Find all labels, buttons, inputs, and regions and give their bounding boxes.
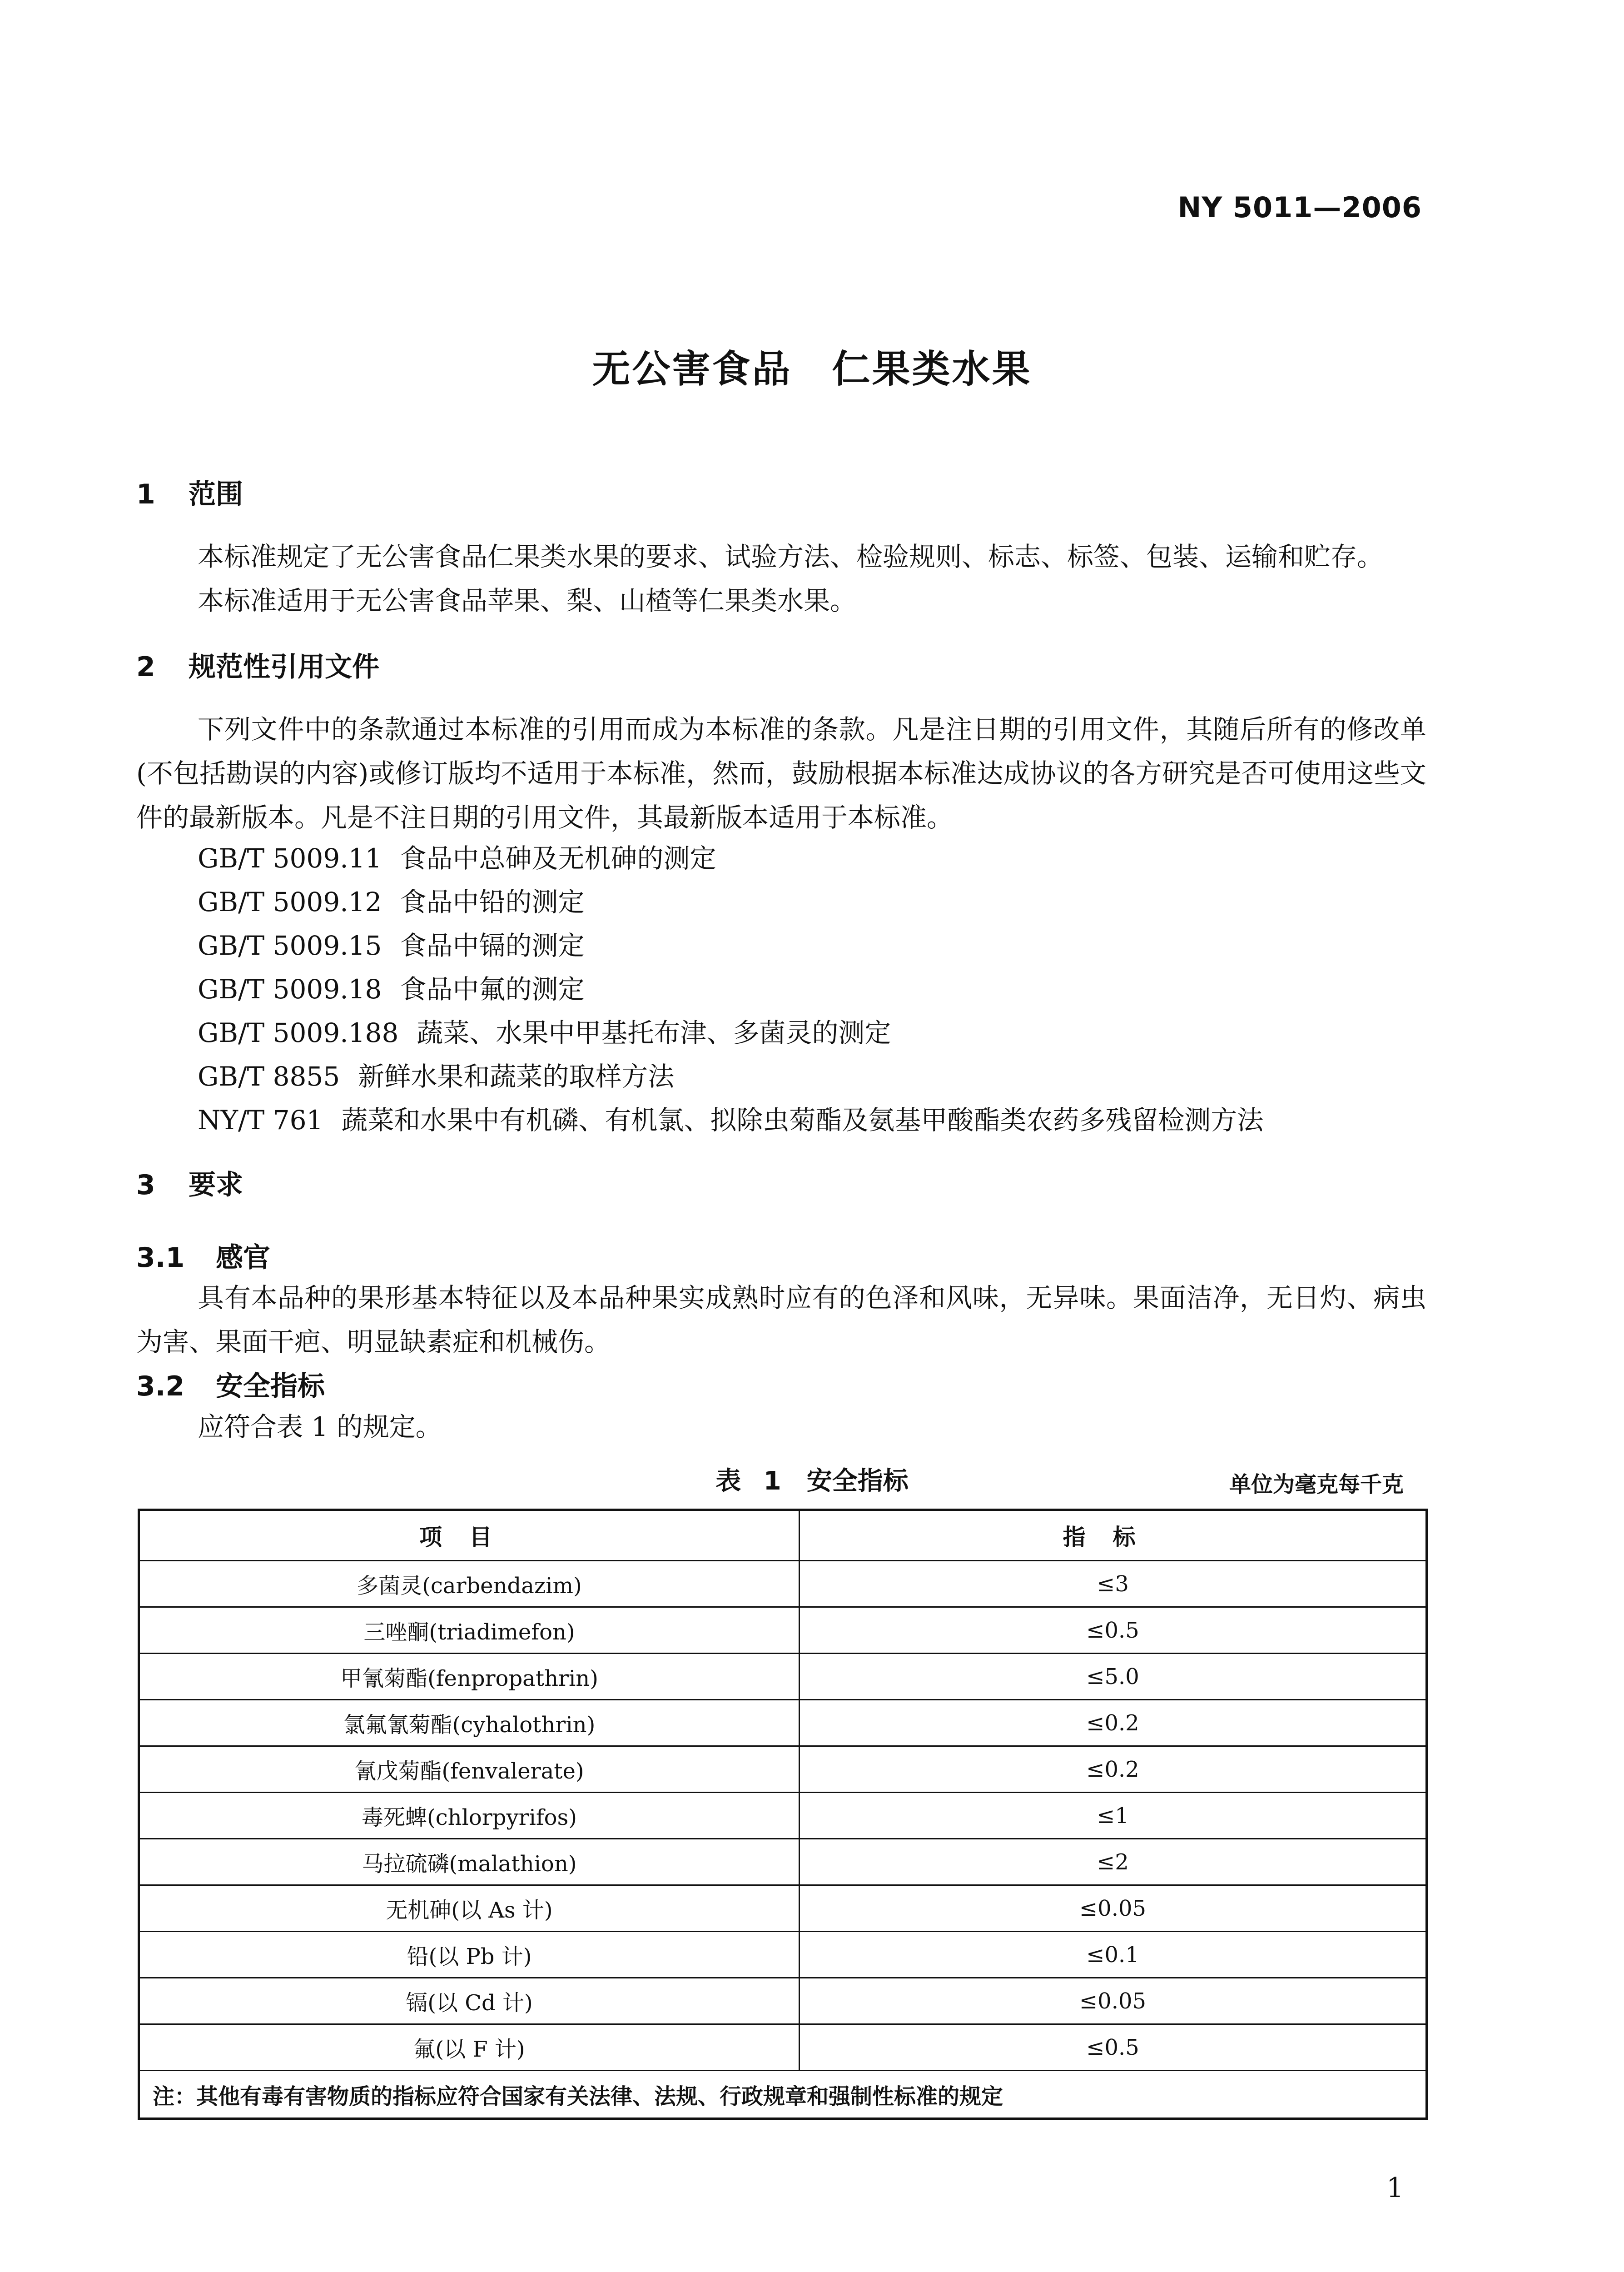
table-cell-value: ≤2 xyxy=(800,1839,1427,1885)
table-note: 注：其他有毒有害物质的指标应符合国家有关法律、法规、行政规章和强制性标准的规定 xyxy=(139,2071,1427,2119)
reference-title: 蔬菜和水果中有机磷、有机氯、拟除虫菊酯及氨基甲酸酯类农药多残留检测方法 xyxy=(341,1105,1264,1136)
section-2-heading xyxy=(136,645,379,684)
reference-item xyxy=(198,837,716,875)
table-cell-item: 氯氟氰菊酯(cyhalothrin) xyxy=(139,1700,800,1746)
reference-title: 新鲜水果和蔬菜的取样方法 xyxy=(358,1061,675,1092)
section-1-paragraph-2: 本标准适用于无公害食品苹果、梨、山楂等仁果类水果。 xyxy=(198,585,857,616)
table-cell-value: ≤1 xyxy=(800,1793,1427,1839)
table-cell-value: ≤0.5 xyxy=(800,1607,1427,1654)
reference-item xyxy=(198,968,584,1006)
section-number: 3 xyxy=(136,1169,155,1201)
column-header-item: 项目 xyxy=(139,1510,800,1561)
table-cell-value: ≤0.5 xyxy=(800,2024,1427,2071)
table-cell-item: 氰戊菊酯(fenvalerate) xyxy=(139,1746,800,1793)
reference-item xyxy=(198,881,584,919)
section-2-intro: 下列文件中的条款通过本标准的引用而成为本标准的条款。凡是注日期的引用文件，其随后所有的修改单(不包括勘误的内容)或修订版均不适用于本标准，然而，鼓励根据本标准达成协议的各方研究是否可使用这些文件的最新版本。凡是不注日期的引用文件，其最新版本适用于本标准。 xyxy=(136,714,1426,833)
table-row xyxy=(139,1746,1427,1793)
table-row xyxy=(139,1607,1427,1654)
reference-title: 食品中镉的测定 xyxy=(400,930,585,961)
reference-code: NY/T 761 xyxy=(198,1105,323,1136)
table-row xyxy=(139,1932,1427,1978)
reference-code: GB/T 5009.18 xyxy=(198,974,382,1005)
section-3-2-heading xyxy=(136,1365,325,1404)
document-title: 无公害食品 仁果类水果 xyxy=(592,347,1032,391)
table-row xyxy=(139,1839,1427,1885)
table-cell-value: ≤0.2 xyxy=(800,1700,1427,1746)
table-cell-value: ≤3 xyxy=(800,1561,1427,1607)
table-unit: 单位为毫克每千克 xyxy=(1229,1472,1404,1497)
table-cell-item: 铅(以 Pb 计) xyxy=(139,1932,800,1978)
table-cell-item: 三唑酮(triadimefon) xyxy=(139,1607,800,1654)
table-row xyxy=(139,1793,1427,1839)
table-cell-item: 多菌灵(carbendazim) xyxy=(139,1561,800,1607)
section-3-1-text: 具有本品种的果形基本特征以及本品种果实成熟时应有的色泽和风味，无异味。果面洁净，无日灼、病虫为害、果面干疤、明显缺素症和机械伤。 xyxy=(136,1282,1426,1357)
reference-code: GB/T 5009.11 xyxy=(198,843,382,874)
safety-indicator-table xyxy=(138,1509,1428,2120)
reference-title: 食品中铅的测定 xyxy=(400,887,585,917)
table-row xyxy=(139,1654,1427,1700)
reference-item xyxy=(198,924,584,962)
reference-item xyxy=(198,1011,891,1050)
column-header-value: 指标 xyxy=(800,1510,1427,1561)
table-cell-item: 马拉硫磷(malathion) xyxy=(139,1839,800,1885)
table-caption: 表 1 安全指标 xyxy=(715,1466,909,1496)
section-1-heading xyxy=(136,473,243,512)
section-number: 1 xyxy=(136,478,155,510)
section-1-paragraph-1: 本标准规定了无公害食品仁果类水果的要求、试验方法、检验规则、标志、标签、包装、运输和贮存。 xyxy=(198,541,1384,572)
reference-item xyxy=(198,1099,1263,1137)
table-cell-value: ≤0.2 xyxy=(800,1746,1427,1793)
table-cell-value: ≤0.1 xyxy=(800,1932,1427,1978)
reference-title: 蔬菜、水果中甲基托布津、多菌灵的测定 xyxy=(417,1017,891,1048)
section-title: 感官 xyxy=(216,1242,270,1274)
table-row xyxy=(139,1700,1427,1746)
table-cell-value: ≤0.05 xyxy=(800,1978,1427,2024)
table-cell-item: 无机砷(以 As 计) xyxy=(139,1885,800,1932)
section-3-1-heading xyxy=(136,1236,270,1275)
section-title: 要求 xyxy=(189,1169,243,1201)
table-note-row xyxy=(139,2071,1427,2119)
table-row xyxy=(139,1885,1427,1932)
section-number: 2 xyxy=(136,651,155,683)
table-cell-value: ≤5.0 xyxy=(800,1654,1427,1700)
table-cell-value: ≤0.05 xyxy=(800,1885,1427,1932)
table-row xyxy=(139,1561,1427,1607)
section-number: 3.1 xyxy=(136,1242,185,1274)
table-row xyxy=(139,1978,1427,2024)
section-title: 安全指标 xyxy=(216,1370,325,1402)
table-cell-item: 氟(以 F 计) xyxy=(139,2024,800,2071)
standard-code: NY 5011—2006 xyxy=(1177,191,1422,224)
table-cell-item: 镉(以 Cd 计) xyxy=(139,1978,800,2024)
page-number: 1 xyxy=(1386,2172,1404,2204)
reference-code: GB/T 5009.188 xyxy=(198,1017,399,1048)
section-number: 3.2 xyxy=(136,1370,185,1402)
reference-title: 食品中氟的测定 xyxy=(400,974,585,1005)
reference-code: GB/T 8855 xyxy=(198,1061,340,1092)
section-3-2-text: 应符合表 1 的规定。 xyxy=(198,1411,442,1442)
reference-code: GB/T 5009.15 xyxy=(198,930,382,961)
section-3-heading xyxy=(136,1163,243,1202)
table-row xyxy=(139,2024,1427,2071)
table-header-row xyxy=(139,1510,1427,1561)
reference-code: GB/T 5009.12 xyxy=(198,887,382,917)
reference-title: 食品中总砷及无机砷的测定 xyxy=(400,843,716,874)
reference-item xyxy=(198,1055,674,1093)
table-cell-item: 毒死蜱(chlorpyrifos) xyxy=(139,1793,800,1839)
table-cell-item: 甲氰菊酯(fenpropathrin) xyxy=(139,1654,800,1700)
section-title: 范围 xyxy=(189,478,243,510)
section-title: 规范性引用文件 xyxy=(189,651,379,683)
